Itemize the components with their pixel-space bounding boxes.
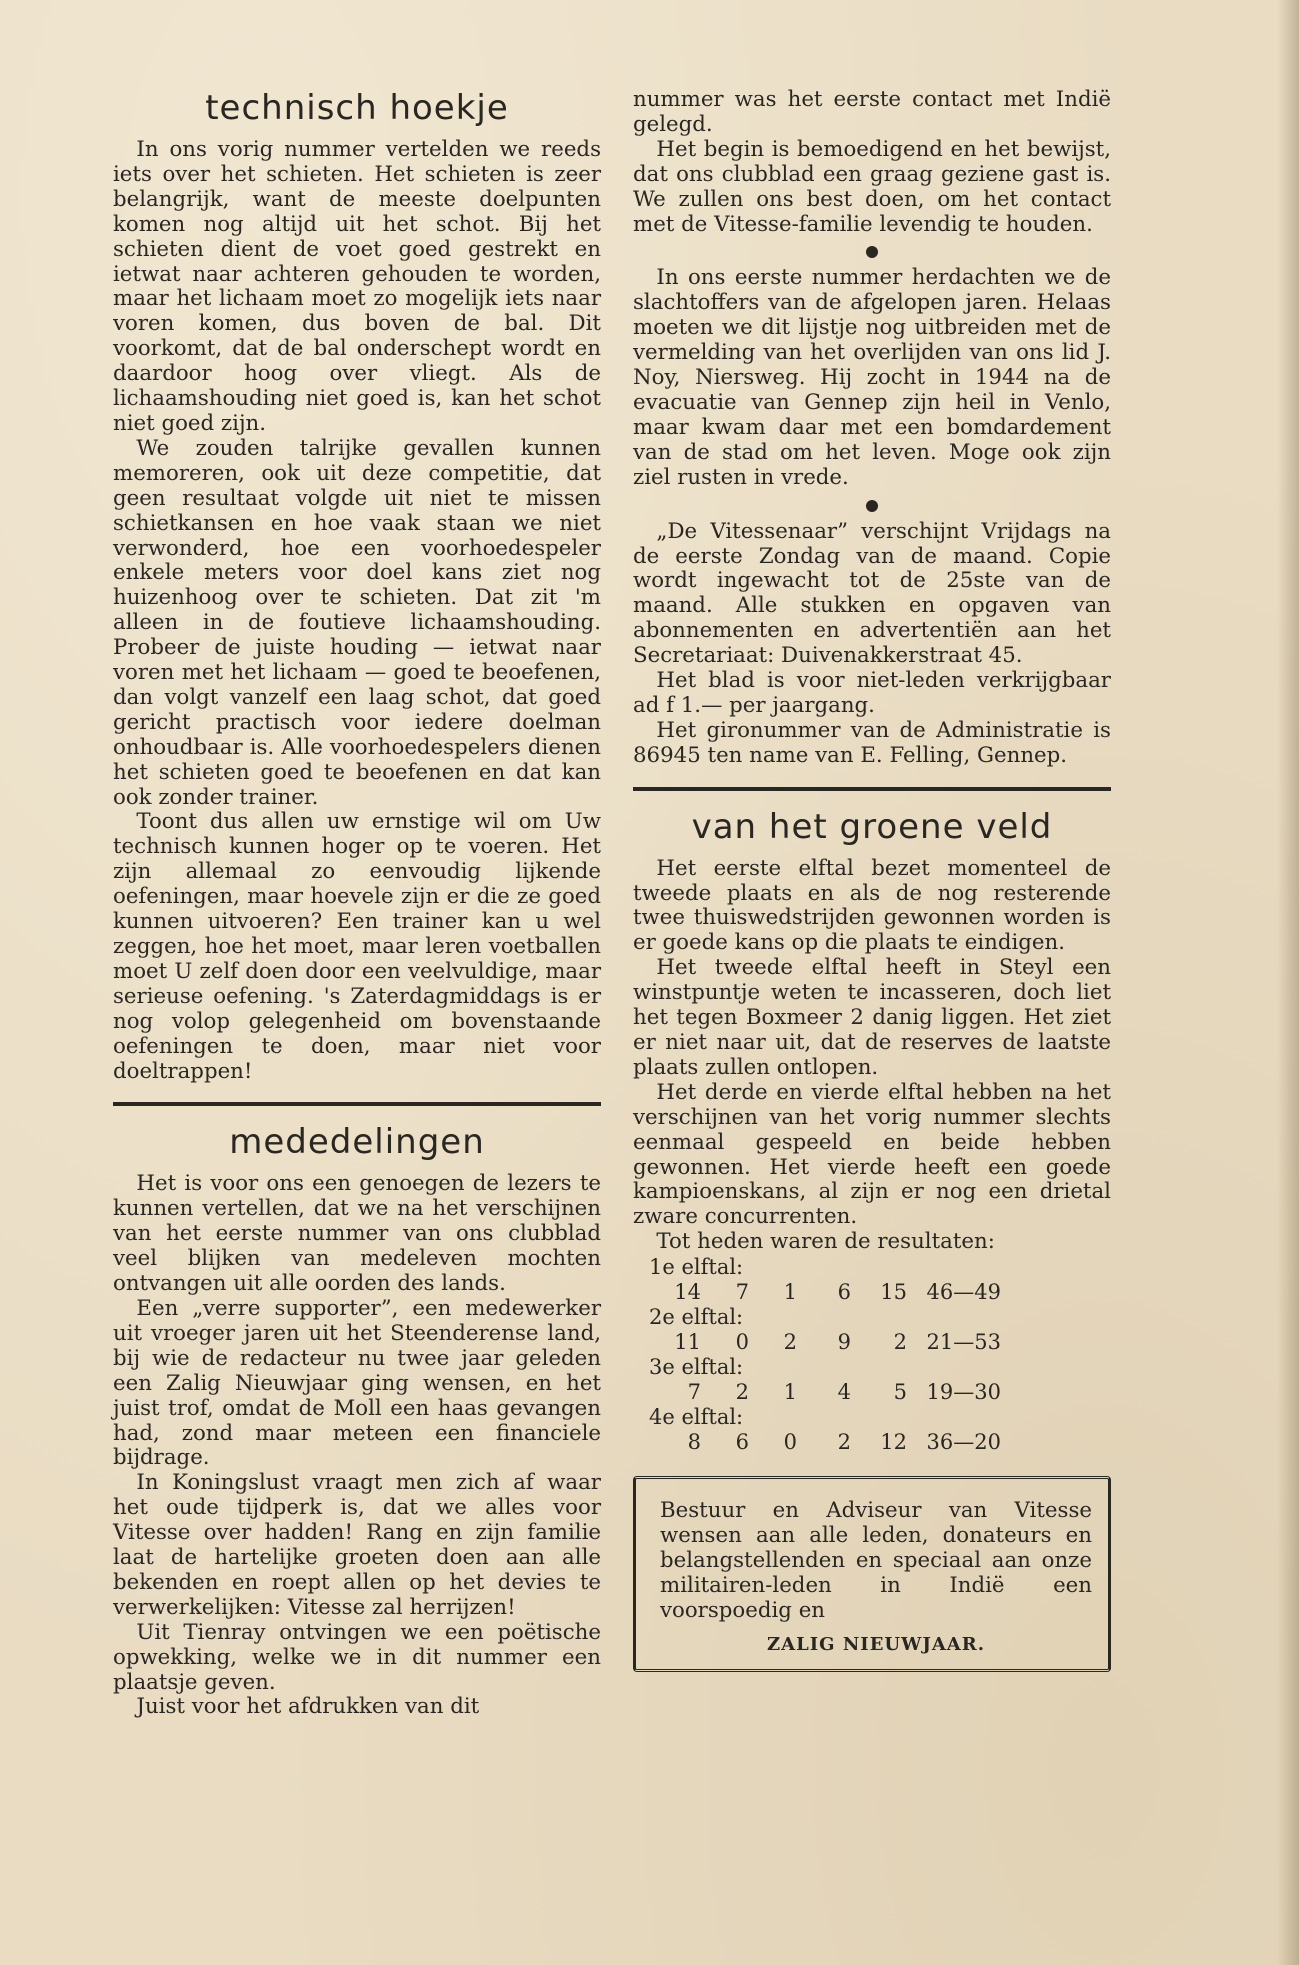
technisch-paragraph-3: Toont dus allen uw ernstige wil om Uw technisch kunnen hoger op te voeren. Het zijn allemaal zo eenvoudig lijkende oefeningen, maar hoevele zijn er die ze goed kunnen uitvoeren? Een trainer kan u wel zeggen, hoe het moet, maar leren voetballen moet U zelf doen door een veelvuldige, maar serieuse oefening. 's Zaterdagmiddags is er nog volop gelegenheid om bovenstaande oefeningen te doen, maar niet voor doeltrappen! [113, 809, 601, 1084]
mededelingen-paragraph-1: Het is voor ons een genoegen de lezers te kunnen vertellen, dat we na het verschijnen van het eerste nummer van ons clubblad veel blijken van medeleven mochten ontvangen uit alle oorden des lands. [113, 1171, 601, 1297]
groene-veld-paragraph-2: Het tweede elftal heeft in Steyl een winstpuntje weten te incasseren, doch liet het tegen Boxmeer 2 danig liggen. Het ziet er niet naar uit, dat de reserves de laatste plaats zullen ontlopen. [633, 955, 1111, 1080]
info-paragraph-3: Het gironummer van de Administratie is 86945 ten name van E. Felling, Gennep. [633, 717, 1111, 768]
results-row: 14 7 1 6 15 46—49 [674, 1280, 1001, 1305]
page-edge-shadow [1277, 0, 1299, 1965]
groene-veld-paragraph-1: Het eerste elftal bezet momenteel de tweede plaats en als de nog resterende twee thuiswedstrijden gewonnen worden is er goede kans op die plaats te eindigen. [633, 855, 1111, 956]
results-team-row: 3e elftal: [649, 1354, 744, 1379]
left-column [113, 88, 601, 1720]
technisch-paragraph-2: We zouden talrijke gevallen kunnen memoreren, ook uit deze competitie, dat geen resultaat volgde uit niet te missen schietkansen en hoe vaak staan we niet verwonderd, hoe een voorhoedespeler enkele meters voor doel kans ziet nog huizenhoog over te schieten. Dat zit 'm alleen in de foutieve lichaamshouding. Probeer de juiste houding — ietwat naar voren met het lichaam — goed te beoefenen, dan volgt vanzelf een laag schot, dat goed gericht practisch voor iedere doelman onhoudbaar is. Alle voorhoedespelers dienen het schieten goed te beoefenen en dat kan ook zonder trainer. [113, 435, 601, 810]
groene-veld-paragraph-3: Het derde en vierde elftal hebben na het verschijnen van het vorig nummer slechts eenmaal gespeeld en beide hebben gewonnen. Het vierde heeft een goede kampioenskans, al zijn er nog een drietal zware concurrenten. [633, 1079, 1111, 1230]
technisch-paragraph-1: In ons vorig nummer vertelden we reeds iets over het schieten. Het schieten is zeer belangrijk, want de meeste doelpunten komen nog altijd uit het schot. Bij het schieten dient de voet goed gestrekt en ietwat naar achteren gehouden te worden, maar het lichaam moet zo mogelijk iets naar voren komen, dus boven de bal. Dit voorkomt, dat de bal onderschept wordt en daardoor hoog over vliegt. Als de lichaamshouding niet goed is, kan het schot niet goed zijn. [113, 137, 601, 436]
bullet-separator-icon [866, 246, 878, 258]
results-row: 7 2 1 4 5 19—30 [687, 1379, 1001, 1404]
bullet-separator-icon [866, 500, 878, 512]
results-team-row: 2e elftal: [649, 1304, 744, 1329]
results-team-row: 1e elftal: [649, 1255, 744, 1280]
section-divider [633, 787, 1111, 791]
info-paragraph-2: Het blad is voor niet-leden verkrijgbaar ad f 1.— per jaargang. [633, 668, 1111, 718]
mededelingen-paragraph-5: Juist voor het afdrukken van dit [136, 1694, 480, 1720]
section-divider [113, 1102, 601, 1106]
results-table [649, 1255, 1001, 1454]
new-year-greeting-box [633, 1476, 1111, 1672]
mededelingen-heading: mededelingen [229, 1122, 485, 1163]
continued-paragraph-1: nummer was het eerste contact met Indië gelegd. [633, 87, 1111, 137]
greeting-closing: ZALIG NIEUWJAAR. [767, 1633, 985, 1655]
info-paragraph-1: „De Vitessenaar” verschijnt Vrijdags na de eerste Zondag van de maand. Copie wordt ingewacht tot de 25ste van de maand. Alle stukken en opgaven van abonnementen en advertentiën aan het Secretariaat: Duivenakkerstraat 45. [633, 518, 1111, 669]
results-team-row: 4e elftal: [649, 1404, 744, 1429]
results-row: 8 6 0 2 12 36—20 [687, 1429, 1001, 1454]
continued-paragraph-2: Het begin is bemoedigend en het bewijst, dat ons clubblad een graag geziene gast is. We zullen ons best doen, om het contact met de Vitesse-familie levendig te houden. [633, 136, 1111, 237]
herdenking-paragraph: In ons eerste nummer herdachten we de slachtoffers van de afgelopen jaren. Helaas moeten we dit lijstje nog uitbreiden met de vermelding van het overlijden van ons lid J. Noy, Niersweg. Hij zocht in 1944 na de evacuatie van Gennep zijn heil in Venlo, maar kwam daar met een bomdardement van de stad om het leven. Moge ook zijn ziel rusten in vrede. [633, 265, 1111, 490]
results-row: 11 0 2 9 2 21—53 [674, 1329, 1001, 1354]
greeting-text: Bestuur en Adviseur van Vitesse wensen aan alle leden, donateurs en belangstellenden en speciaal aan onze militairen-leden in Indië een voorspoedig en [660, 1498, 1092, 1624]
right-column [633, 88, 1111, 1672]
mededelingen-paragraph-4: Uit Tienray ontvingen we een poëtische opwekking, welke we in dit nummer een plaatsje geven. [113, 1619, 601, 1695]
mededelingen-paragraph-3: In Koningslust vraagt men zich af waar het oude tijdperk is, dat we alles voor Vitesse over hadden! Rang en zijn familie laat de hartelijke groeten doen aan alle bekenden en roept allen op het devies te verwerkelijken: Vitesse zal herrijzen! [113, 1470, 601, 1620]
groene-veld-heading: van het groene veld [691, 806, 1053, 847]
technisch-hoekje-heading: technisch hoekje [205, 88, 509, 128]
mededelingen-paragraph-2: Een „verre supporter”, een medewerker uit vroeger jaren uit het Steenderense land, bij wie de redacteur nu twee jaar geleden een Zalig Nieuwjaar ging wensen, en het juist trof, omdat de Moll een haas gevangen had, zond maar meteen een financiele bijdrage. [113, 1295, 601, 1471]
groene-veld-paragraph-4: Tot heden waren de resultaten: [656, 1229, 995, 1255]
